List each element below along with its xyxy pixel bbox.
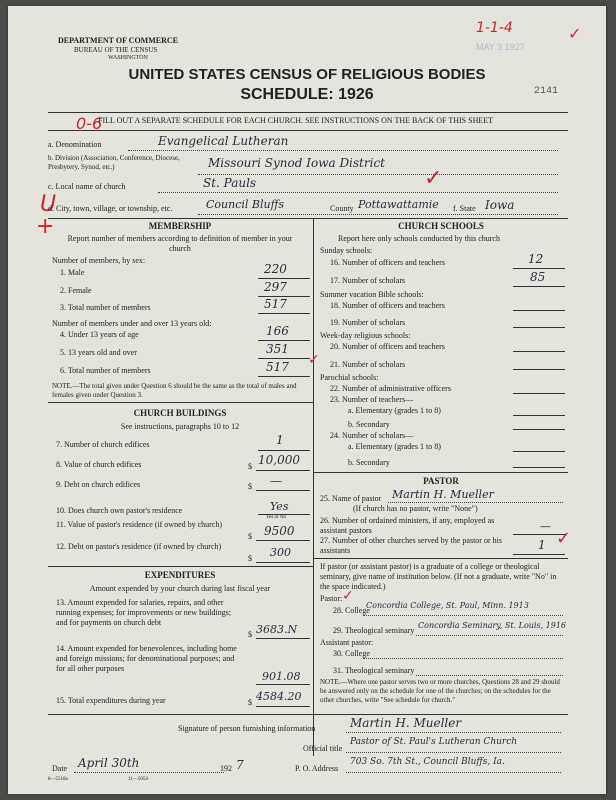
- q9-dollar: $: [248, 482, 252, 491]
- q29-label: 29. Theological seminary: [333, 626, 415, 635]
- rule: [48, 402, 313, 403]
- q20-label: 20. Number of officers and teachers: [330, 342, 445, 351]
- rule: [313, 472, 568, 473]
- rule: [74, 772, 224, 773]
- rule: [258, 313, 310, 314]
- q27-value: 1: [538, 538, 546, 552]
- rule: [513, 429, 565, 430]
- margin-mark-top: 0-6: [76, 114, 103, 133]
- rule: [346, 772, 561, 773]
- rule: [513, 327, 565, 328]
- form-subtitle: SCHEDULE: 1926: [240, 86, 374, 103]
- q27-label: 27. Number of other churches served by the pastor or his assistants: [320, 536, 502, 555]
- q5-value: 351: [266, 342, 289, 356]
- rule: [128, 150, 558, 151]
- q11-value: 9500: [264, 524, 295, 538]
- rule: [48, 130, 568, 131]
- q15-value: 4584.20: [256, 690, 302, 703]
- q7-label: 7. Number of church edifices: [56, 440, 150, 449]
- form-number: 8—5518a: [48, 777, 68, 782]
- rule: [48, 566, 313, 567]
- rule: [256, 490, 310, 491]
- q29-value: Concordia Seminary, St. Louis, 1916: [418, 621, 567, 630]
- q18-label: 18. Number of officers and teachers: [330, 301, 445, 310]
- rule: [258, 450, 310, 451]
- local-name-value: St. Pauls: [203, 176, 257, 190]
- rule: [513, 310, 565, 311]
- q25-value: Martin H. Mueller: [392, 488, 494, 501]
- rule: [256, 638, 310, 639]
- rule: [256, 562, 310, 563]
- rule: [256, 684, 310, 685]
- q28-label: 28. College: [333, 606, 370, 615]
- denomination-value: Evangelical Lutheran: [158, 134, 289, 148]
- file-number: 2141: [534, 86, 559, 97]
- date-label: Date: [52, 764, 68, 773]
- q2-value: 297: [264, 280, 287, 294]
- rule: [416, 675, 563, 676]
- q9-label: 9. Debt on church edifices: [56, 480, 141, 489]
- q26-label: 26. Number of ordained ministers, if any, employed as assistant pastors: [320, 516, 495, 535]
- received-date-stamp: MAY 3 1927: [476, 42, 525, 52]
- state-label: f. State: [453, 204, 476, 213]
- rule: [198, 214, 558, 215]
- q23-label: 23. Number of teachers—: [330, 395, 414, 404]
- rule: [513, 451, 565, 452]
- q22-label: 22. Number of administrative officers: [330, 384, 451, 393]
- rule: [363, 658, 563, 659]
- rule: [513, 268, 565, 269]
- title-label: Official title: [303, 744, 343, 753]
- q4-value: 166: [266, 324, 289, 338]
- q15-label: 15. Total expenditures during year: [56, 696, 166, 705]
- county-label: County: [330, 204, 354, 213]
- county-value: Pottawattamie: [358, 198, 439, 211]
- graduate-note: If pastor (or assistant pastor) is a graduate of a college or theological seminary, give name of institution below. (If not a graduate, write "No" in the space indicated.): [320, 562, 557, 591]
- rule: [513, 393, 565, 394]
- rule: [346, 732, 561, 733]
- rule: [513, 286, 565, 287]
- year-prefix: 192: [220, 764, 232, 773]
- q3-label: 3. Total number of members: [60, 303, 151, 312]
- department-label: DEPARTMENT OF COMMERCE: [58, 36, 179, 45]
- q1-value: 220: [264, 262, 287, 276]
- q5-label: 5. 13 years old and over: [60, 348, 137, 357]
- q8-dollar: $: [248, 462, 252, 471]
- rule: [513, 369, 565, 370]
- q16-label: 16. Number of officers and teachers: [330, 258, 445, 267]
- weekday-label: Week-day religious schools:: [320, 331, 411, 340]
- sunday-label: Sunday schools:: [320, 246, 373, 255]
- rule: [388, 502, 563, 503]
- local-name-label: c. Local name of church: [48, 182, 126, 191]
- signature-value: Martin H. Mueller: [350, 716, 462, 730]
- plus-mark-icon: +: [36, 214, 55, 239]
- year-suffix: 7: [236, 758, 244, 772]
- rule: [513, 351, 565, 352]
- q24a-label: a. Elementary (grades 1 to 8): [348, 442, 441, 451]
- rule: [346, 752, 561, 753]
- rule: [363, 615, 563, 616]
- rule: [258, 340, 310, 341]
- q21-label: 21. Number of scholars: [330, 360, 406, 369]
- q31-label: 31. Theological seminary: [333, 666, 415, 675]
- expenditures-heading: EXPENDITURES: [144, 570, 216, 580]
- q10-hint: Yes or No: [266, 515, 287, 520]
- q13-value: 3683.N: [256, 623, 298, 636]
- q26-value: —: [540, 520, 551, 533]
- q4-label: 4. Under 13 years of age: [60, 330, 139, 339]
- parochial-label: Parochial schools:: [320, 373, 379, 382]
- rule: [258, 358, 310, 359]
- rule: [258, 278, 310, 279]
- q6-label: 6. Total number of members: [60, 366, 151, 375]
- form-number-2: 11—5054: [128, 777, 148, 782]
- city-town-label: d. City, town, village, or township, etc.: [48, 204, 173, 213]
- denomination-label: a. Denomination: [48, 140, 102, 149]
- schools-heading: CHURCH SCHOOLS: [398, 221, 484, 231]
- po-address-value: 703 So. 7th St., Council Bluffs, Ia.: [350, 757, 505, 767]
- membership-intro: Report number of members according to definition of member in your church: [67, 234, 293, 253]
- expenditures-sub: Amount expended by your church during last fiscal year: [89, 584, 271, 593]
- by-sex-label: Number of members, by sex:: [52, 256, 146, 265]
- state-value: Iowa: [485, 198, 515, 212]
- q14-value: 901.08: [262, 670, 301, 683]
- q11-dollar: $: [248, 532, 252, 541]
- q6-value: 517: [266, 360, 289, 374]
- q17-value: 85: [530, 270, 546, 284]
- q15-dollar: $: [248, 698, 252, 707]
- q14-label: 14. Amount expended for benevolences, including home and foreign missions; for denominational purposes; and for all other purposes: [56, 644, 237, 673]
- q25-hint: (If church has no pastor, write "None"): [353, 504, 478, 513]
- by-age-label: Number of members under and over 13 years old:: [52, 319, 212, 328]
- rule: [513, 467, 565, 468]
- q2-label: 2. Female: [60, 286, 92, 295]
- census-schedule-sheet: [8, 6, 606, 794]
- q8-label: 8. Value of church edifices: [56, 460, 142, 469]
- q10-value: Yes: [270, 500, 289, 513]
- q7-value: 1: [276, 433, 284, 447]
- q12-value: 300: [270, 546, 291, 559]
- rule: [48, 112, 568, 113]
- q13-label: 13. Amount expended for salaries, repairs, and other running expenses; for improvements or new buildings; and for payments on church debt: [56, 598, 232, 627]
- pastor-heading: PASTOR: [423, 476, 459, 486]
- q9-value: —: [270, 474, 282, 488]
- q24-label: 24. Number of scholars—: [330, 431, 414, 440]
- pastor-sub-label: Pastor:: [320, 594, 343, 603]
- q1-label: 1. Male: [60, 268, 85, 277]
- bureau-label: BUREAU OF THE CENSUS: [74, 46, 158, 54]
- q8-value: 10,000: [258, 453, 300, 467]
- title-value: Pastor of St. Paul's Lutheran Church: [350, 737, 518, 747]
- margin-mark-pastor: ✓: [342, 588, 354, 604]
- instructions-line: FILL OUT A SEPARATE SCHEDULE FOR EACH CHURCH. SEE INSTRUCTIONS ON THE BACK OF THIS SHEET: [98, 116, 494, 125]
- signature-label: Signature of person furnishing information: [178, 724, 316, 733]
- q24b-label: b. Secondary: [348, 458, 390, 467]
- check-mark-icon: ✓: [308, 352, 320, 368]
- check-mark-icon: ✓: [424, 166, 443, 191]
- rule: [256, 706, 310, 707]
- schools-sub: Report here only schools conducted by this church: [338, 234, 500, 243]
- q19-label: 19. Number of scholars: [330, 318, 406, 327]
- rule: [198, 174, 558, 175]
- city-label: WASHINGTON: [108, 55, 148, 61]
- q30-label: 30. College: [333, 649, 370, 658]
- date-value: April 30th: [78, 756, 140, 770]
- q13-dollar: $: [248, 630, 252, 639]
- q12-dollar: $: [248, 554, 252, 563]
- membership-heading: MEMBERSHIP: [148, 221, 212, 231]
- q12-label: 12. Debt on pastor's residence (if owned by church): [56, 542, 222, 551]
- rule: [513, 554, 565, 555]
- rule: [256, 540, 310, 541]
- rule: [158, 192, 558, 193]
- check-mark-icon: ✓: [568, 24, 582, 43]
- check-mark-icon: ✓: [556, 528, 572, 549]
- membership-note: NOTE.—The total given under Question 6 should be the same as the total of males and females given under Question 3.: [52, 382, 297, 399]
- division-value: Missouri Synod Iowa District: [208, 156, 385, 170]
- buildings-heading: CHURCH BUILDINGS: [133, 408, 227, 418]
- column-divider: [313, 218, 314, 756]
- assistant-label: Assistant pastor:: [320, 638, 374, 647]
- rule: [416, 635, 563, 636]
- q28-value: Concordia College, St. Paul, Minn. 1913: [366, 601, 529, 610]
- rule: [258, 376, 310, 377]
- division-label: b. Division (Association, Conference, Diocese, Presbytery, Synod, etc.): [48, 154, 180, 171]
- q3-value: 517: [264, 297, 287, 311]
- pastor-note: NOTE.—Where one pastor serves two or more churches, Questions 28 and 29 should be answered only on the schedule for one of the churches; on the schedules for the other churches, write "See schedule for church.": [320, 678, 560, 704]
- q16-value: 12: [528, 252, 544, 266]
- q11-label: 11. Value of pastor's residence (if owned by church): [56, 520, 223, 529]
- buildings-sub: See instructions, paragraphs 10 to 12: [120, 422, 240, 431]
- city-town-value: Council Bluffs: [206, 198, 285, 211]
- po-address-label: P. O. Address: [295, 764, 339, 773]
- q23a-label: a. Elementary (grades 1 to 8): [348, 406, 441, 415]
- stamp-code: 1-1-4: [476, 20, 513, 36]
- q10-label: 10. Does church own pastor's residence: [56, 506, 183, 515]
- q25-label: 25. Name of pastor: [320, 494, 382, 503]
- rule: [256, 470, 310, 471]
- q23b-label: b. Secondary: [348, 420, 390, 429]
- rule: [48, 218, 568, 219]
- vacation-label: Summer vacation Bible schools:: [320, 290, 424, 299]
- margin-mark-left: U: [40, 192, 57, 217]
- rule: [513, 415, 565, 416]
- q17-label: 17. Number of scholars: [330, 276, 406, 285]
- form-title: UNITED STATES CENSUS OF RELIGIOUS BODIES: [128, 66, 486, 83]
- rule: [313, 558, 568, 559]
- rule: [48, 714, 568, 715]
